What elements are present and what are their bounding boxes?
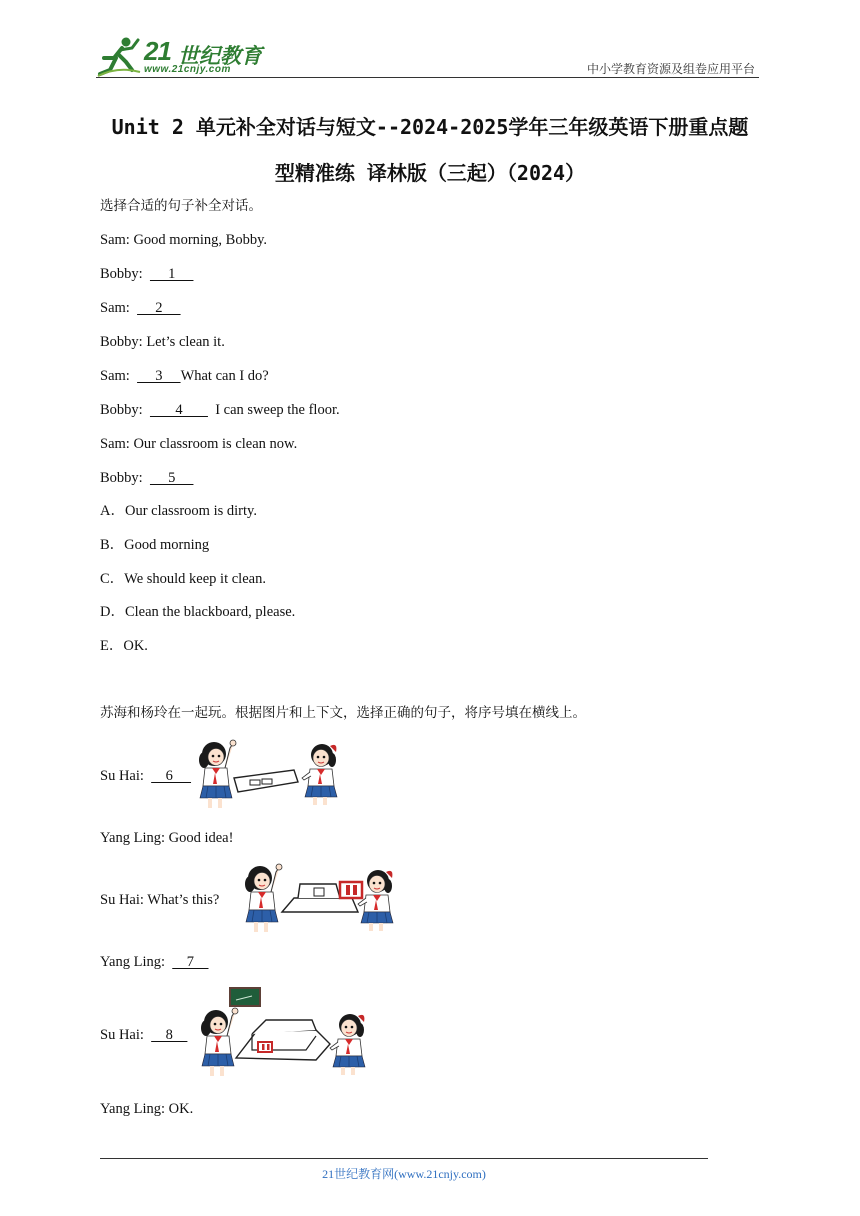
dialogue-line: [100, 1026, 187, 1044]
answer-blank-7[interactable]: 7: [172, 954, 209, 970]
dialogue-line: [100, 265, 193, 283]
section1-instruction: 选择合适的句子补全对话。: [100, 198, 262, 214]
title-line-2: 型精准练 译林版（三起）（2024）: [274, 161, 586, 185]
speaker: Yang Ling:: [100, 1101, 165, 1117]
dialogue-line: [100, 953, 209, 971]
footer-link[interactable]: 21世纪教育网(www.21cnjy.com): [322, 1167, 486, 1181]
speaker: Yang Ling:: [100, 830, 165, 846]
dialogue-line: [100, 469, 193, 487]
answer-blank-4[interactable]: 4: [149, 402, 208, 418]
document-title: [90, 104, 770, 196]
dialogue-text: Let’s clean it.: [142, 334, 225, 350]
speaker: Bobby:: [100, 402, 143, 418]
answer-blank-2[interactable]: 2: [137, 300, 181, 316]
dialogue-line: [100, 333, 225, 351]
speaker: Su Hai:: [100, 892, 144, 908]
option-a[interactable]: [100, 502, 257, 520]
dialogue-text: Good idea!: [165, 830, 234, 846]
option-text: Clean the blackboard, please.: [124, 604, 296, 620]
runner-logo-icon: [96, 36, 142, 78]
dialogue-line: [100, 829, 233, 847]
dialogue-line: [100, 367, 269, 385]
dialogue-text: Our classroom is clean now.: [129, 436, 298, 452]
answer-blank-1[interactable]: 1: [149, 266, 194, 282]
option-e[interactable]: [100, 637, 148, 655]
spacer: [130, 368, 137, 384]
spacer: [144, 1027, 151, 1043]
dialogue-text: Good morning, Bobby.: [129, 232, 268, 248]
dialogue-line: [100, 231, 267, 249]
speaker: Bobby:: [100, 470, 143, 486]
spacer: [143, 402, 150, 418]
option-b[interactable]: [100, 536, 209, 554]
picture-girls-house-and-blackboard: [196, 984, 372, 1076]
speaker: Su Hai:: [100, 768, 144, 784]
dialogue-line: [100, 1100, 193, 1118]
header-platform-text: 中小学教育资源及组卷应用平台: [586, 62, 755, 76]
option-letter: D．: [100, 604, 125, 620]
spacer: [143, 470, 150, 486]
site-logo[interactable]: [96, 34, 266, 78]
picture-girls-open-box-flat: [194, 738, 342, 808]
speaker: Sam:: [100, 368, 130, 384]
title-line-1: Unit 2 单元补全对话与短文--2024-2025学年三年级英语下册重点题: [111, 115, 749, 139]
picture-girls-box-with-window: [240, 862, 400, 934]
footer-divider: [100, 1158, 708, 1159]
option-letter: C．: [100, 571, 125, 587]
header-divider: [96, 77, 759, 78]
dialogue-line: [100, 435, 297, 453]
speaker: Yang Ling:: [100, 954, 165, 970]
option-letter: A．: [100, 503, 125, 519]
speaker: Sam:: [100, 436, 130, 452]
section2-instruction: 苏海和杨玲在一起玩。根据图片和上下文，选择正确的句子，将序号填在横线上。: [100, 705, 586, 721]
speaker: Sam:: [100, 232, 130, 248]
option-c[interactable]: [100, 570, 266, 588]
dialogue-text: OK.: [165, 1101, 194, 1117]
option-text: OK.: [123, 638, 148, 654]
speaker: Su Hai:: [100, 1027, 144, 1043]
option-text: Good morning: [124, 537, 210, 553]
speaker: Bobby:: [100, 334, 143, 350]
answer-blank-8[interactable]: 8: [151, 1027, 188, 1043]
option-d[interactable]: [100, 603, 295, 621]
option-letter: B．: [100, 537, 125, 553]
speaker: Bobby:: [100, 266, 143, 282]
spacer: [144, 768, 151, 784]
option-text: We should keep it clean.: [124, 571, 266, 587]
option-text: Our classroom is dirty.: [124, 503, 257, 519]
answer-blank-6[interactable]: 6: [151, 768, 192, 784]
dialogue-line: [100, 401, 340, 419]
dialogue-line: [100, 767, 191, 785]
dialogue-line: [100, 299, 181, 317]
page-header: [96, 34, 759, 78]
dialogue-text: What can I do?: [180, 368, 269, 384]
logo-url: www.21cnjy.com: [144, 64, 231, 75]
answer-blank-3[interactable]: 3: [137, 368, 181, 384]
speaker: Sam:: [100, 300, 130, 316]
logo-text: 世纪教育: [178, 44, 262, 68]
dialogue-text: What’s this?: [143, 892, 220, 908]
dialogue-line: [100, 891, 219, 909]
option-letter: E．: [100, 638, 124, 654]
spacer: [165, 954, 172, 970]
spacer: [130, 300, 137, 316]
dialogue-text: I can sweep the floor.: [207, 402, 340, 418]
spacer: [143, 266, 150, 282]
answer-blank-5[interactable]: 5: [149, 470, 194, 486]
logo-number: 21: [144, 36, 171, 66]
